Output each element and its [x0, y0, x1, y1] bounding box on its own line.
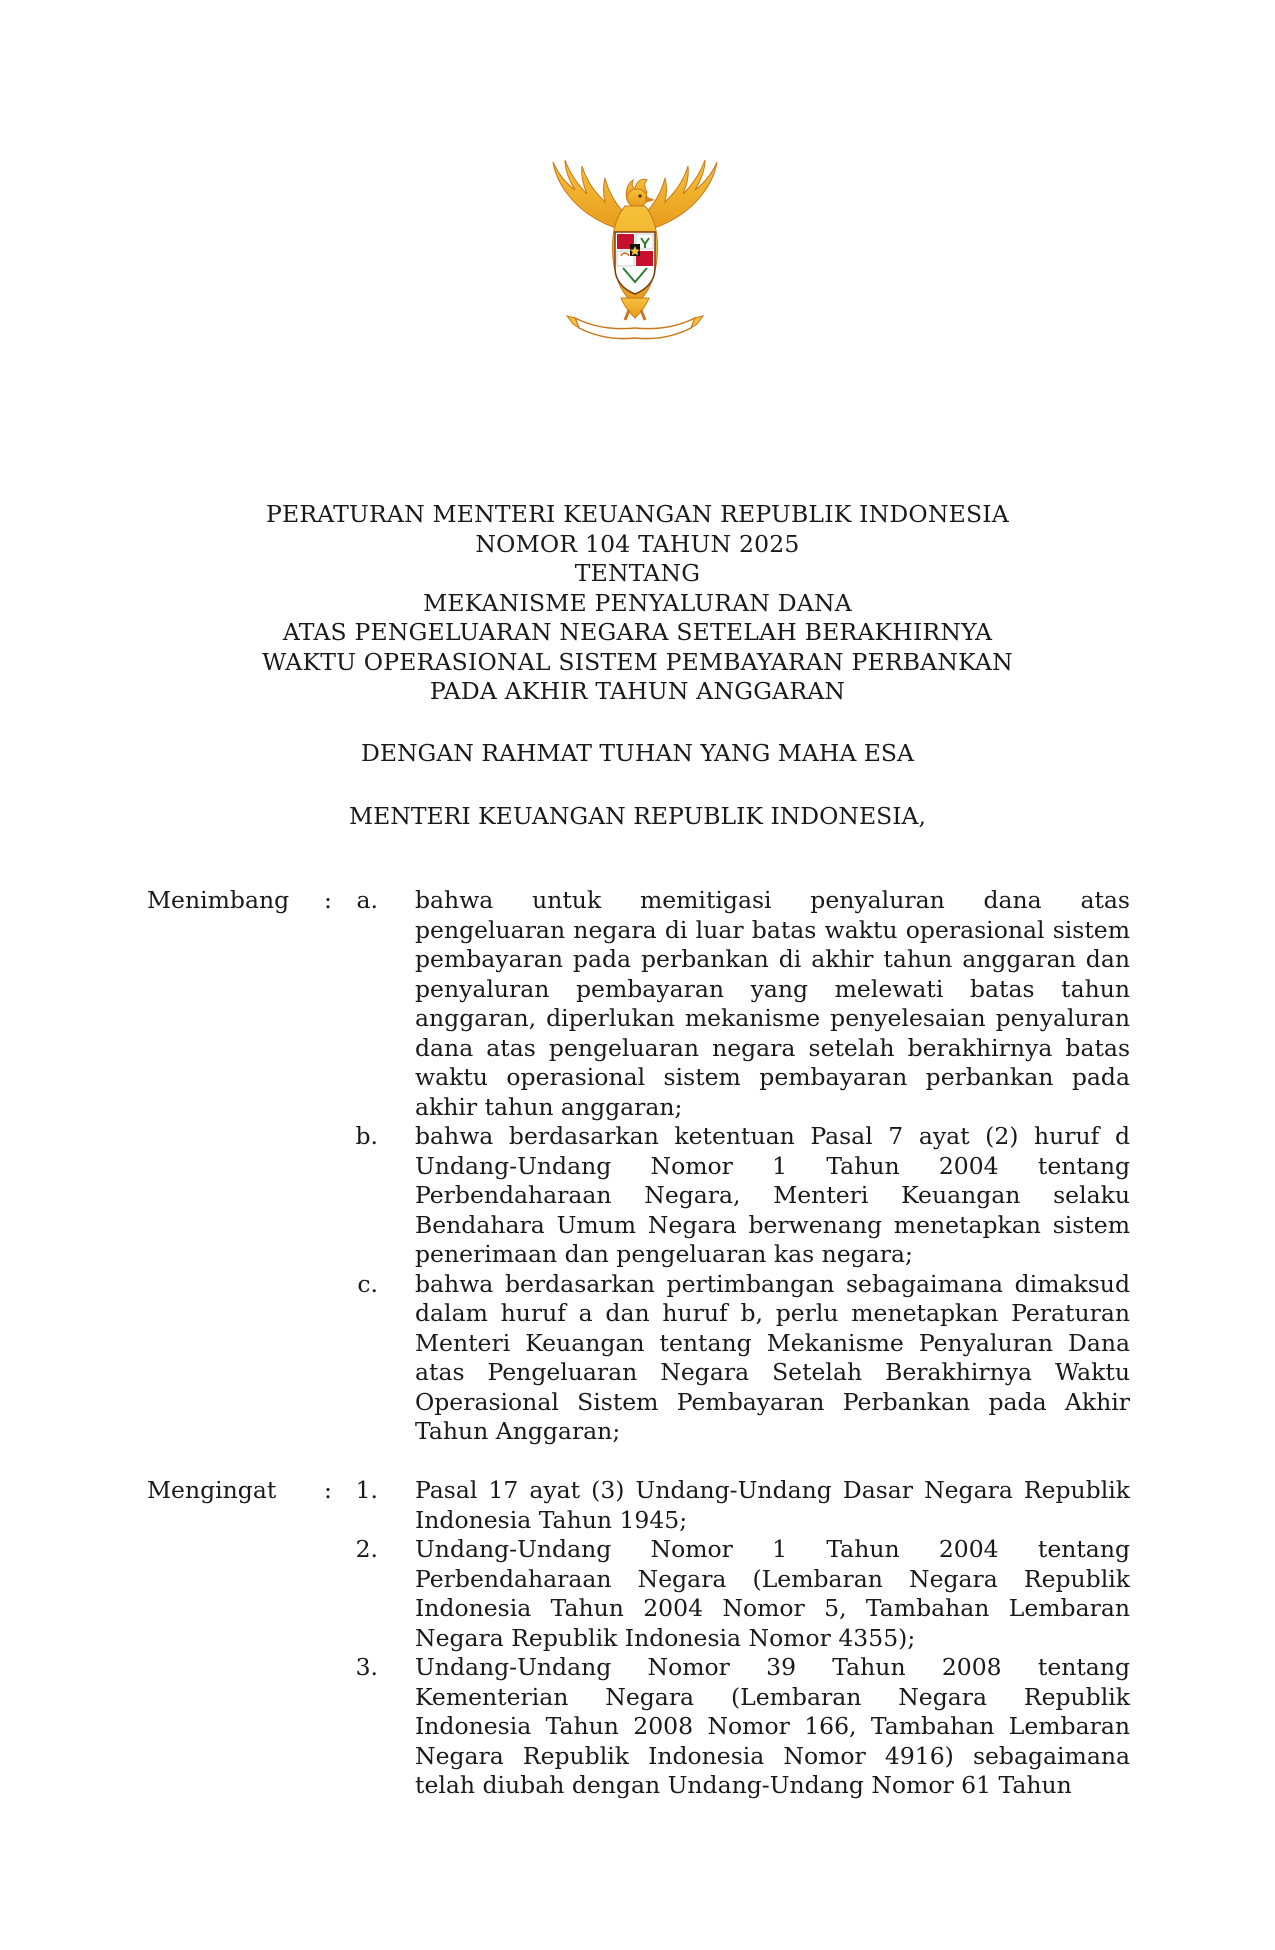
item-text: bahwa untuk memitigasi penyaluran dana atas pengeluaran negara di luar batas waktu operasional sistem pembayaran pada perbankan di akhir tahun anggaran dan penyaluran pembayaran yang melewati batas tahun anggaran, diperlukan mekanisme penyelesaian penyaluran dana atas pengeluaran negara setelah berakhirnya batas waktu operasional sistem pembayaran perbankan pada akhir tahun anggaran;: [415, 886, 1130, 1121]
title-line: MEKANISME PENYALURAN DANA: [423, 588, 852, 617]
section-colon: :: [324, 886, 332, 914]
mengingat-item: [0, 1535, 1275, 1653]
title-line: WAKTU OPERASIONAL SISTEM PEMBAYARAN PERBANKAN: [262, 647, 1013, 676]
mengingat-item: [0, 1653, 1275, 1801]
item-marker: 3.: [355, 1653, 378, 1681]
menimbang-label: Menimbang: [147, 886, 290, 914]
item-marker: b.: [355, 1122, 378, 1150]
menimbang-item: [0, 886, 1275, 1122]
invocation: DENGAN RAHMAT TUHAN YANG MAHA ESA: [360, 739, 915, 767]
item-marker: a.: [356, 886, 378, 914]
garuda-pancasila-emblem: [545, 158, 725, 343]
item-text: Pasal 17 ayat (3) Undang-Undang Dasar Negara Republik Indonesia Tahun 1945;: [415, 1476, 1130, 1534]
regulation-title: [0, 500, 1275, 707]
menimbang-item: [0, 1122, 1275, 1270]
section-colon: :: [324, 1476, 332, 1504]
item-text: bahwa berdasarkan pertimbangan sebagaimana dimaksud dalam huruf a dan huruf b, perlu menetapkan Peraturan Menteri Keuangan tentang Mekanisme Penyaluran Dana atas Pengeluaran Negara Setelah Berakhirnya Waktu Operasional Sistem Pembayaran Perbankan pada Akhir Tahun Anggaran;: [415, 1269, 1130, 1445]
title-line: PERATURAN MENTERI KEUANGAN REPUBLIK INDONESIA: [266, 500, 1009, 528]
item-marker: c.: [357, 1269, 378, 1298]
item-marker: 2.: [355, 1535, 378, 1563]
menimbang-section: [0, 886, 1275, 1447]
mengingat-item: [0, 1476, 1275, 1535]
item-marker: 1.: [355, 1476, 378, 1504]
item-text: bahwa berdasarkan ketentuan Pasal 7 ayat (2) huruf d Undang-Undang Nomor 1 Tahun 2004 tentang Perbendaharaan Negara, Menteri Keuangan selaku Bendahara Umum Negara berwenang menetapkan sistem penerimaan dan pengeluaran kas negara;: [415, 1122, 1130, 1268]
title-line: PADA AKHIR TAHUN ANGGARAN: [429, 677, 846, 705]
authority-heading: MENTERI KEUANGAN REPUBLIK INDONESIA,: [349, 802, 926, 830]
title-line: TENTANG: [574, 559, 701, 587]
item-text: Undang-Undang Nomor 39 Tahun 2008 tentang Kementerian Negara (Lembaran Negara Republik Indonesia Tahun 2008 Nomor 166, Tambahan Lembaran Negara Republik Indonesia Nomor 4916) sebagaimana telah diubah dengan Undang-Undang Nomor 61 Tahun: [415, 1653, 1130, 1799]
mengingat-section: [0, 1476, 1275, 1801]
menimbang-item: [0, 1270, 1275, 1447]
item-text: Undang-Undang Nomor 1 Tahun 2004 tentang Perbendaharaan Negara (Lembaran Negara Republik Indonesia Tahun 2004 Nomor 5, Tambahan Lembaran Negara Republik Indonesia Nomor 4355);: [415, 1535, 1130, 1652]
title-line: ATAS PENGELUARAN NEGARA SETELAH BERAKHIRNYA: [282, 618, 993, 646]
mengingat-label: Mengingat: [147, 1476, 277, 1504]
title-line: NOMOR 104 TAHUN 2025: [475, 529, 800, 558]
